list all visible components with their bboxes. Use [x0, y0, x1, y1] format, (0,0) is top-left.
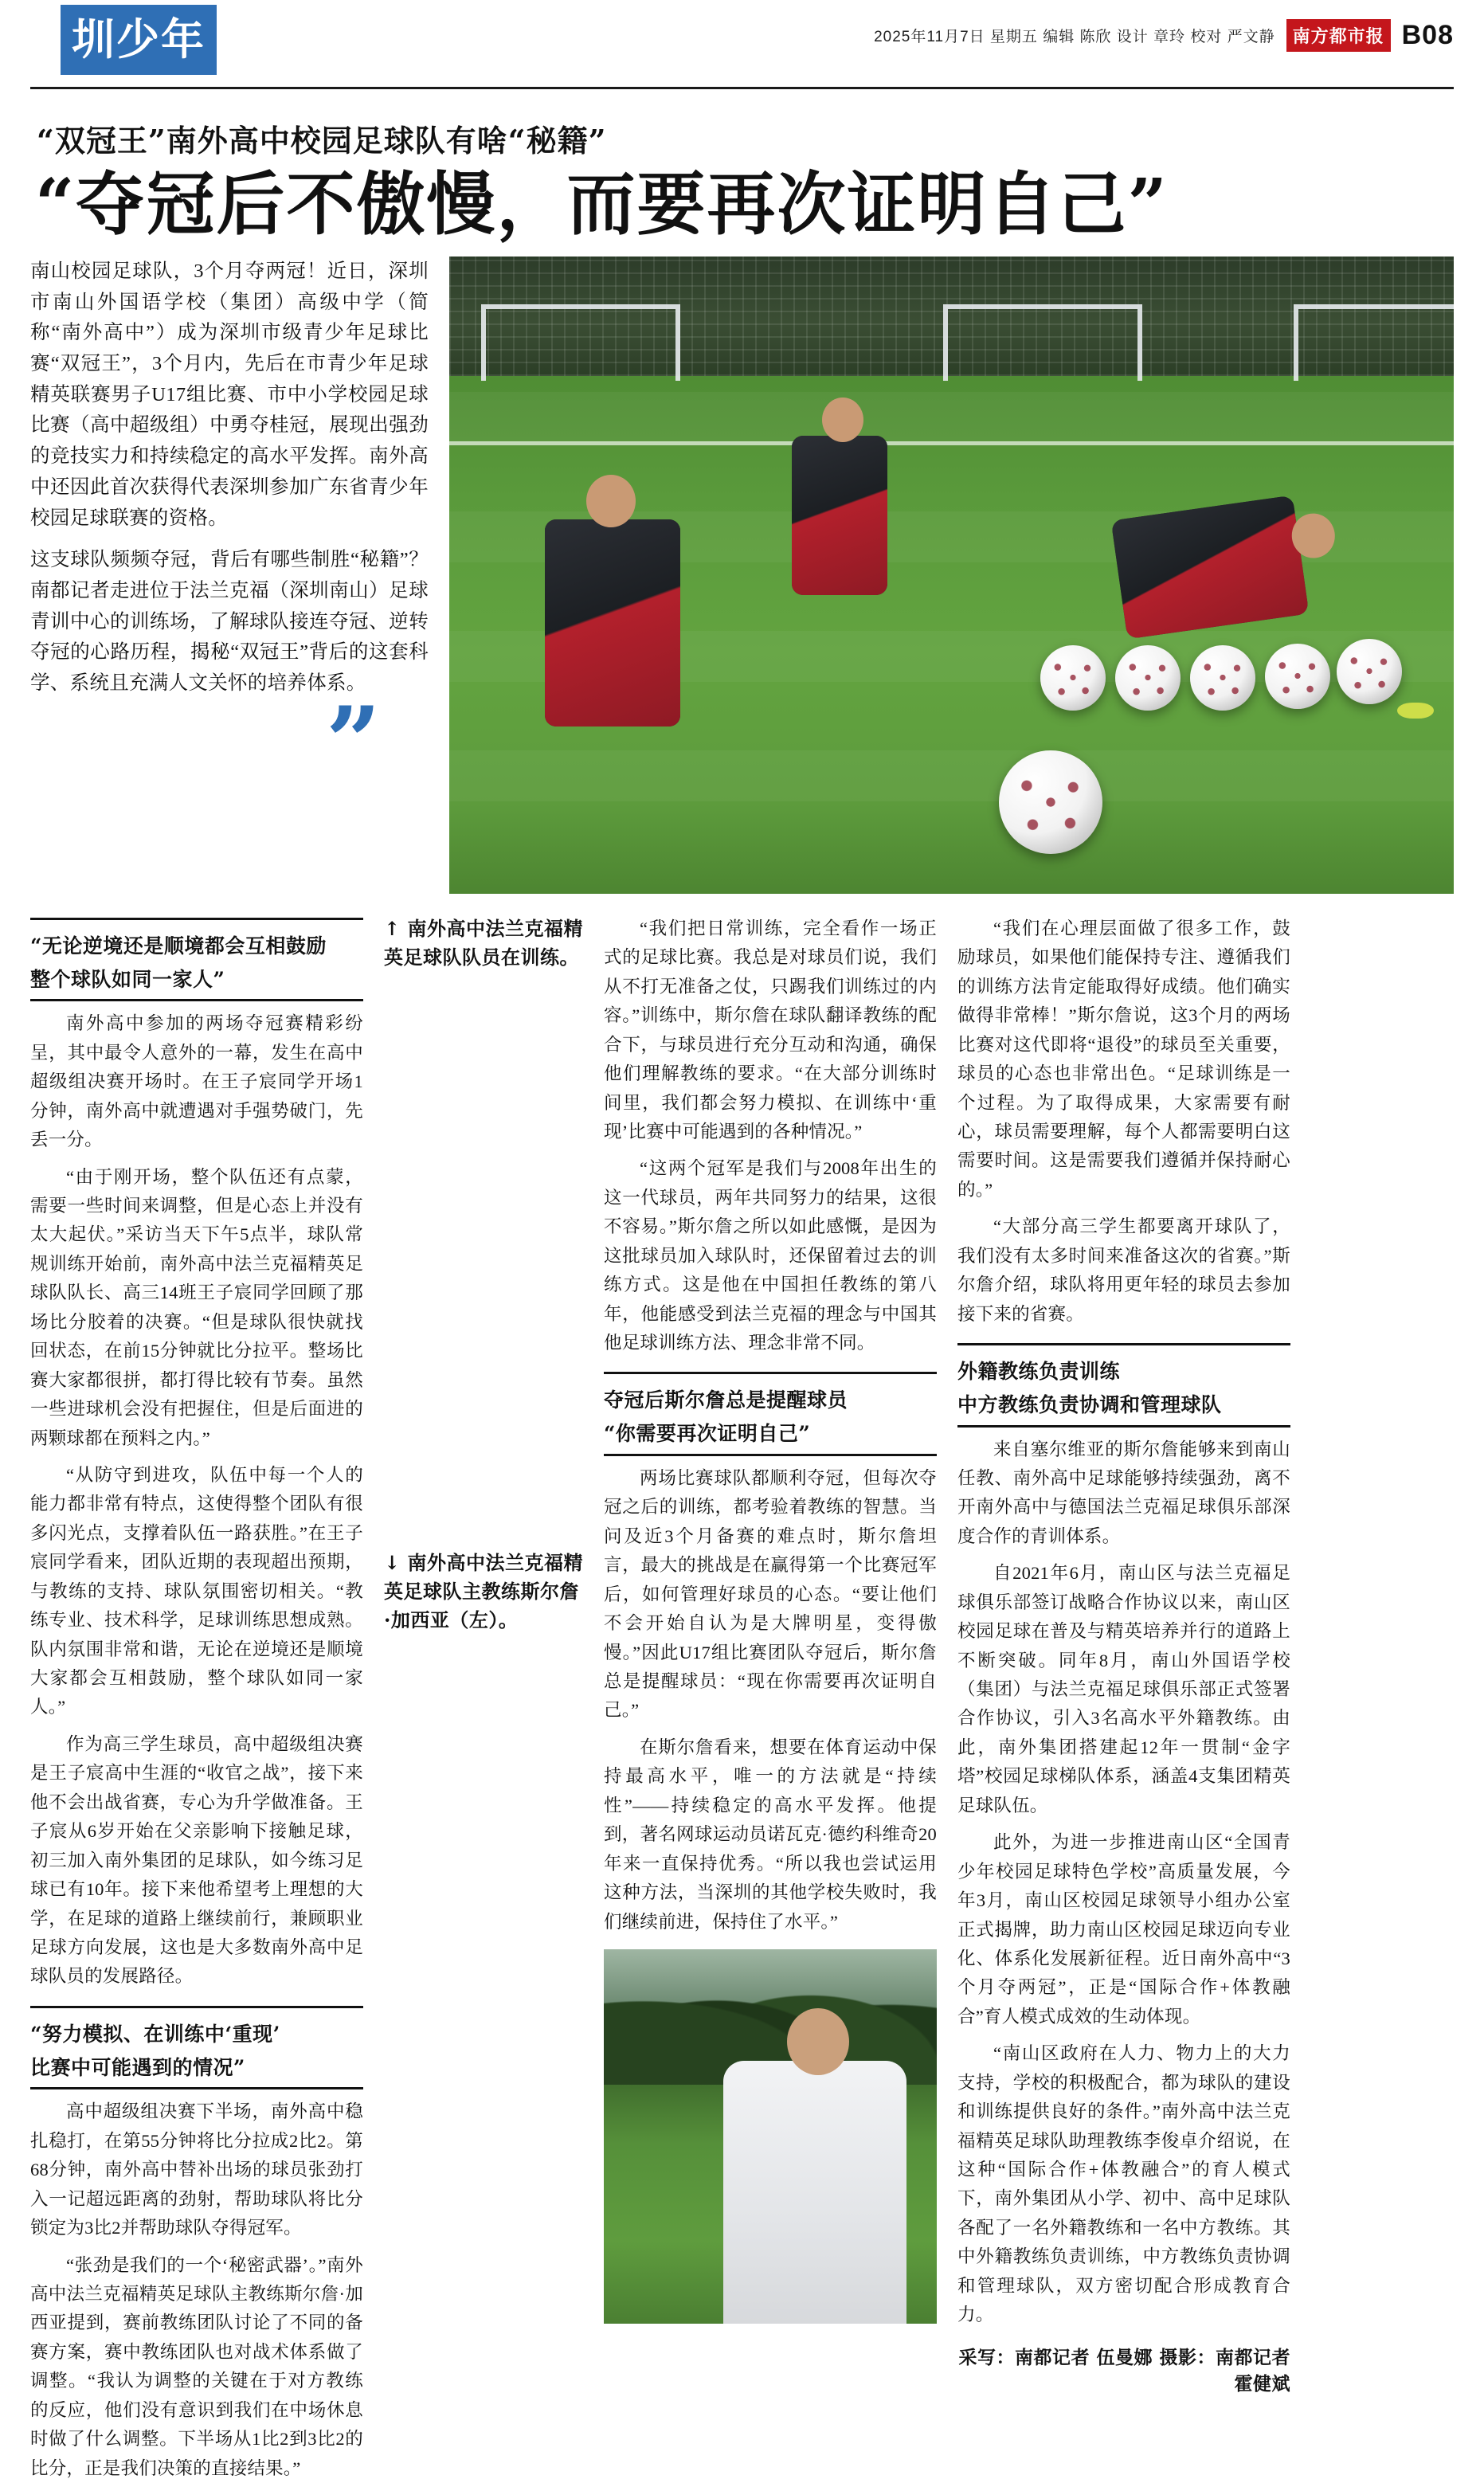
goal-icon	[481, 304, 680, 381]
section-heading-line2: “你需要再次证明自己”	[604, 1420, 937, 1447]
lead-column	[30, 257, 429, 894]
body-paragraph: “从防守到进攻，队伍中每一个人的能力都非常有特点，这使得整个团队有很多闪光点，支撑着队伍一路获胜。”在王子宸同学看来，团队近期的表现超出预期，与教练的支持、球队氛围密切相关。“教练专业、技术科学，足球训练思想成熟。队内氛围非常和谐，无论在逆境还是顺境大家都会互相鼓励，整个球队如同一家人。”	[30, 1461, 363, 1722]
body-paragraph: “这两个冠军是我们与2008年出生的这一代球员，两年共同努力的结果，这很不容易。”斯尔詹之所以如此感慨，是因为这批球员加入球队时，还保留着过去的训练方式。这是他在中国担任教练的第八年，他能感受到法兰克福的理念与中国其他足球训练方法、理念非常不同。	[604, 1154, 937, 1357]
body-paragraph: 作为高三学生球员，高中超级组决赛是王子宸高中生涯的“收官之战”，接下来他不会出战省赛，专心为升学做准备。王子宸从6岁开始在父亲影响下接触足球，初三加入南外集团的足球队，如今练习足球已有10年。接下来他希望考上理想的大学，在足球的道路上继续前行，兼顾职业足球方向发展，这也是大多数南外高中足球队员的发展路径。	[30, 1730, 363, 1991]
head-coach-figure	[723, 2061, 906, 2324]
coach-photo	[604, 1949, 937, 2324]
column-1	[30, 914, 363, 2157]
goal-icon	[1294, 304, 1454, 381]
section-heading-2	[30, 2006, 363, 2090]
section-heading-line2: 中方教练负责协调和管理球队	[957, 1392, 1290, 1419]
lead-paragraph: 这支球队频频夺冠，背后有哪些制胜“秘籍”？南都记者走进位于法兰克福（深圳南山）足球青训中心的训练场，了解球队接连夺冠、逆转夺冠的心路历程，揭秘“双冠王”背后的这套科学、系统且充满人文关怀的培养体系。	[30, 545, 429, 699]
column-4	[957, 914, 1290, 2157]
masthead	[30, 0, 1454, 89]
section-heading-line2: 整个球队如同一家人”	[30, 966, 363, 993]
goal-icon	[943, 304, 1142, 381]
body-paragraph: “由于刚开场，整个队伍还有点蒙，需要一些时间来调整，但是心态上并没有太大起伏。”采访当天下午5点半，球队常规训练开始前，南外高中法兰克福精英足球队队长、高三14班王子宸同学回顾了那场比分胶着的决赛。“但是球队很快就找回状态，在前15分钟就比分拉平。整场比赛大家都很拼，都打得比较有节奏。虽然一些进球机会没有把握住，但是后面进的两颗球都在预料之内。”	[30, 1163, 363, 1453]
photo-caption-1	[384, 914, 583, 972]
page-number: B08	[1402, 20, 1454, 51]
decorative-quote-icon: ”	[30, 714, 381, 771]
column-2-captions	[384, 914, 583, 2157]
section-heading-line2: 比赛中可能遇到的情况”	[30, 2054, 363, 2082]
body-paragraph: “大部分高三学生都要离开球队了，我们没有太多时间来准备这次的省赛。”斯尔詹介绍，球队将用更年轻的球员去参加接下来的省赛。	[957, 1212, 1290, 1329]
photo-caption-2	[384, 1549, 583, 1635]
hero-photo	[449, 257, 1454, 894]
body-paragraph: 来自塞尔维亚的斯尔詹能够来到南山任教、南外高中足球能够持续强劲，离不开南外高中与德国法兰克福足球俱乐部深度合作的青训体系。	[957, 1435, 1290, 1552]
masthead-meta: 2025年11月7日 星期五 编辑 陈欣 设计 章玲 校对 严文静	[874, 25, 1275, 46]
body-paragraph: “张劲是我们的一个‘秘密武器’。”南外高中法兰克福精英足球队主教练斯尔詹·加西亚提到，赛前教练团队讨论了不同的备赛方案，赛中教练团队也对战术体系做了调整。“我认为调整的关键在于对方教练的反应，他们没有意识到我们在中场休息时做了什么调整。下半场从1比2到3比2的比分，正是我们决策的直接结果。”	[30, 2251, 363, 2483]
football-icon	[999, 750, 1102, 854]
lead-paragraph: 南山校园足球队，3个月夺两冠！近日，深圳市南山外国语学校（集团）高级中学（简称“南外高中”）成为深圳市级青少年足球比赛“双冠王”，3个月内，先后在市青少年足球精英联赛男子U17组比赛、市中小学校园足球比赛（高中超级组）中勇夺桂冠，展现出强劲的竞技实力和持续稳定的高水平发挥。南外高中还因此首次获得代表深圳参加广东省青少年校园足球联赛的资格。	[30, 257, 429, 534]
section-heading-line1: 外籍教练负责训练	[957, 1358, 1290, 1385]
body-paragraph: 自2021年6月，南山区与法兰克福足球俱乐部签订战略合作协议以来，南山区校园足球在普及与精英培养并行的道路上不断突破。同年8月，南山外国语学校（集团）与法兰克福足球俱乐部正式签署合作协议，引入3名高水平外籍教练。由此，南外集团搭建起12年一贯制“金字塔”校园足球梯队体系，涵盖4支集团精英足球队伍。	[957, 1559, 1290, 1820]
section-heading-line1: “努力模拟、在训练中‘重现’	[30, 2021, 363, 2048]
player-figure	[792, 436, 887, 595]
football-icon	[1040, 645, 1106, 711]
football-icon	[1337, 639, 1402, 704]
football-pitch-illustration	[449, 257, 1454, 894]
body-paragraph: “我们在心理层面做了很多工作，鼓励球员，如果他们能保持专注、遵循我们的训练方法肯定能取得好成绩。他们确实做得非常棒！”斯尔詹说，这3个月的两场比赛对这代即将“退役”的球员至关重要，球员的心态也非常出色。“足球训练是一个过程。为了取得成果，大家需要有耐心，球员需要理解，每个人都需要明白这需要时间。这是需要我们遵循并保持耐心的。”	[957, 914, 1290, 1204]
player-figure	[1111, 495, 1310, 640]
body-paragraph: 两场比赛球队都顺利夺冠，但每次夺冠之后的训练，都考验着教练的智慧。当问及近3个月备赛的难点时，斯尔詹坦言，最大的挑战是在赢得第一个比赛冠军后，如何管理好球员的心态。“要让他们不会开始自认为是大牌明星，变得傲慢。”因此U17组比赛团队夺冠后，斯尔詹总是提醒球员：“现在你需要再次证明自己。”	[604, 1464, 937, 1725]
football-icon	[1265, 644, 1330, 709]
byline: 采写：南都记者 伍曼娜 摄影：南都记者 霍健斌	[957, 2343, 1290, 2395]
section-heading-3	[604, 1372, 937, 1456]
column-3	[604, 914, 937, 2157]
caption-text: ↑ 南外高中法兰克福精英足球队队员在训练。	[384, 914, 583, 972]
article-body	[30, 914, 1454, 2157]
page-title: “夺冠后不傲慢，而要再次证明自己”	[35, 168, 1454, 242]
section-heading-line1: 夺冠后斯尔詹总是提醒球员	[604, 1387, 937, 1414]
masthead-right	[874, 0, 1454, 52]
player-figure	[545, 519, 680, 726]
cone-icon	[1397, 703, 1434, 719]
body-paragraph: “南山区政府在人力、物力上的大力支持，学校的积极配合，都为球队的建设和训练提供良好的条件。”南外高中法兰克福精英足球队助理教练李俊卓介绍说，在这种“国际合作+体教融合”的育人模式下，南外集团从小学、初中、高中足球队各配了一名外籍教练和一名中方教练。其中外籍教练负责训练，中方教练负责协调和管理球队，双方密切配合形成教育合力。	[957, 2039, 1290, 2329]
body-paragraph: 高中超级组决赛下半场，南外高中稳扎稳打，在第55分钟将比分拉成2比2。第68分钟，南外高中替补出场的球员张劲打入一记超远距离的劲射，帮助球队将比分锁定为3比2并帮助球队夺得冠军。	[30, 2097, 363, 2242]
body-paragraph: “我们把日常训练，完全看作一场正式的足球比赛。我总是对球员们说，我们从不打无准备之仗，只踢我们训练过的内容。”训练中，斯尔詹在球队翻译教练的配合下，与球员进行充分互动和沟通，确保他们理解教练的要求。“在大部分训练时间里，我们都会努力模拟、在训练中‘重现’比赛中可能遇到的各种情况。”	[604, 914, 937, 1147]
paper-logo: 南方都市报	[1286, 19, 1391, 52]
caption-text: ↓ 南外高中法兰克福精英足球队主教练斯尔詹·加西亚（左）。	[384, 1549, 583, 1635]
section-heading-4	[957, 1343, 1290, 1428]
football-icon	[1115, 645, 1181, 711]
kicker: “双冠王”南外高中校园足球队有啥“秘籍”	[37, 116, 1454, 160]
section-heading-1	[30, 918, 363, 1002]
body-paragraph: 此外，为进一步推进南山区“全国青少年校园足球特色学校”高质量发展，今年3月，南山区校园足球领导小组办公室正式揭牌，助力南山区校园足球迈向专业化、体系化发展新征程。近日南外高中“3个月夺两冠”，正是“国际合作+体教融合”育人模式成效的生动体现。	[957, 1828, 1290, 2031]
body-paragraph: 南外高中参加的两场夺冠赛精彩纷呈，其中最令人意外的一幕，发生在高中超级组决赛开场时。在王子宸同学开场1分钟，南外高中就遭遇对手强势破门，先丢一分。	[30, 1009, 363, 1154]
football-icon	[1190, 645, 1255, 711]
section-heading-line1: “无论逆境还是顺境都会互相鼓励	[30, 933, 363, 960]
masthead-logo: 圳少年	[61, 5, 217, 75]
body-paragraph: 在斯尔詹看来，想要在体育运动中保持最高水平，唯一的方法就是“持续性”——持续稳定的高水平发挥。他提到，著名网球运动员诺瓦克·德约科维奇20年来一直保持优秀。“所以我也尝试运用这种方法，当深圳的其他学校失败时，我们继续前进，保持住了水平。”	[604, 1733, 937, 1937]
lead-row	[30, 257, 1454, 894]
